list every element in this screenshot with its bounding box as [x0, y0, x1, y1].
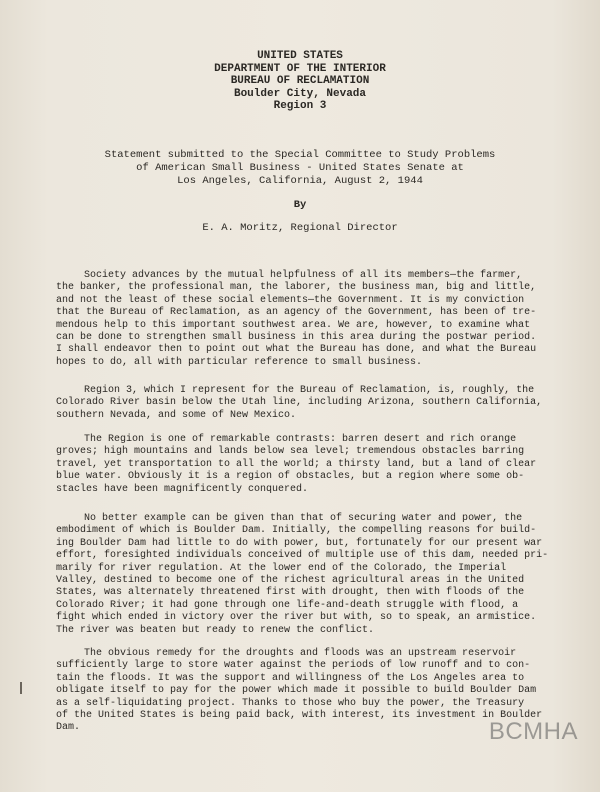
- text-line: Region 3, which I represent for the Bureau of Reclamation, is, roughly, the: [84, 385, 535, 396]
- text-line: groves; high mountains and lands below sea level; tremendous obstacles barring: [56, 446, 525, 458]
- text-line: travel, yet transportation to all the world; a thirsty land, but a land of clear: [56, 458, 537, 470]
- text-line: obligate itself to pay for the power which made it possible to build Boulder Dam: [56, 685, 537, 697]
- text-line: The Region is one of remarkable contrasts: barren desert and rich orange: [84, 434, 517, 445]
- agency-header: [0, 50, 600, 113]
- text-line: the banker, the professional man, the laborer, the business man, big and little,: [56, 282, 537, 294]
- text-line: hopes to do, all with particular reference to small business.: [56, 356, 423, 368]
- text-line: southern Nevada, and some of New Mexico.: [56, 409, 297, 421]
- text-line: Dam.: [56, 722, 81, 734]
- paragraph-2: [56, 385, 543, 422]
- paragraph-5: [56, 648, 543, 735]
- paragraph-4: [56, 513, 549, 637]
- text-line: mendous help to this important southwest area. We are, however, to examine what: [56, 319, 531, 331]
- text-line: effort, foresighted individuals conceived of multiple use of this dam, needed pri-: [56, 550, 549, 562]
- author-line: E. A. Moritz, Regional Director: [202, 222, 398, 234]
- text-line: sufficiently large to store water against the periods of low runoff and to con-: [56, 660, 531, 672]
- margin-mark: [20, 682, 22, 694]
- archive-watermark: BCMHA: [488, 718, 578, 745]
- text-line: tain the floods. It was the support and willingness of the Los Angeles area to: [56, 672, 525, 684]
- text-line: blue water. Obviously it is a region of obstacles, but a region where some ob-: [56, 471, 525, 483]
- header-line: DEPARTMENT OF THE INTERIOR: [214, 62, 386, 75]
- text-line: Society advances by the mutual helpfulness of all its members—the farmer,: [84, 270, 523, 281]
- by-label: By: [293, 199, 307, 211]
- text-line: Colorado River; it had gone through one life-and-death struggle with flood, a: [56, 599, 519, 611]
- header-line: Region 3: [273, 100, 327, 112]
- text-line: States, was alternately threatened first with drought, then with floods of the: [56, 587, 525, 599]
- text-line: No better example can be given than that of securing water and power, the: [84, 513, 523, 524]
- paragraph-1: [56, 270, 536, 369]
- statement-title: [0, 149, 600, 188]
- statement-line: Statement submitted to the Special Committee to Study Problems: [104, 149, 496, 161]
- text-line: that the Bureau of Reclamation, as an agency of the Government, has been of tre-: [56, 307, 537, 319]
- text-line: The river was beaten but ready to renew the conflict.: [56, 624, 375, 636]
- text-line: ing Boulder Dam had little to do with power, but, fortunately for our present war: [56, 537, 543, 549]
- text-line: embodiment of which is Boulder Dam. Initially, the compelling reasons for build-: [56, 525, 537, 537]
- header-line: BUREAU OF RECLAMATION: [230, 75, 370, 87]
- header-line: UNITED STATES: [257, 50, 343, 62]
- text-line: The obvious remedy for the droughts and floods was an upstream reservoir: [84, 648, 517, 659]
- text-line: Valley, destined to become one of the richest agricultural areas in the United: [56, 575, 525, 587]
- text-line: of the United States is being paid back, with interest, its investment in Boulder: [56, 710, 543, 722]
- text-line: Colorado River basin below the Utah line, including Arizona, southern California,: [56, 397, 543, 409]
- text-line: can be done to strengthen small business in this area during the postwar period.: [56, 332, 537, 344]
- text-line: stacles have been magnificently conquered.: [56, 483, 309, 495]
- text-line: I shall endeavor then to point out what the Bureau has done, and what the Bureau: [56, 344, 537, 356]
- paragraph-3: [56, 434, 536, 496]
- header-line: Boulder City, Nevada: [233, 87, 367, 100]
- text-line: fight which ended in victory over the river but with, so to speak, an armistice.: [56, 612, 537, 624]
- text-line: and not the least of these social elements—the Government. It is my conviction: [56, 294, 525, 306]
- statement-line: of American Small Business - United States Senate at: [136, 162, 464, 174]
- text-line: as a self-liquidating project. Thanks to those who buy the power, the Treasury: [56, 697, 525, 709]
- text-line: marily for river regulation. At the lower end of the Colorado, the Imperial: [56, 562, 507, 574]
- statement-line: Los Angeles, California, August 2, 1944: [177, 175, 423, 187]
